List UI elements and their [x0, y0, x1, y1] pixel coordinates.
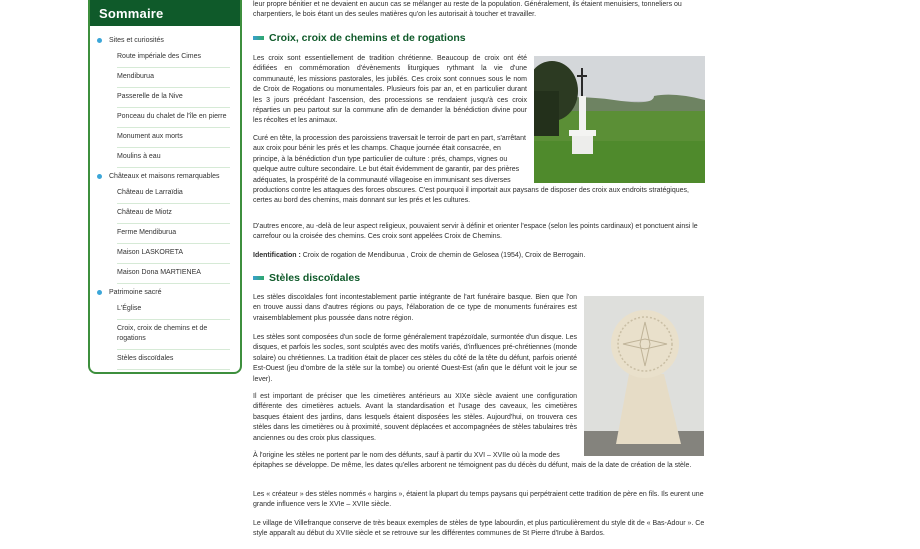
steles-paragraph-3: Il est important de préciser que les cimetières antérieurs au XIXe siècle avaient une configuration différente des cimetières actuels. Avant la standardisation et l'usage des caveaux, les cimetières basques étaient des jardins, dans lesquels étaient disposées les stèles. Aujourd'hui, on trouvera ces stèles dans les cimetières ou à proximité, souvent déplacées et accompagnées de stèles tabulaires très anciennes ou des croix plus classiques.: [253, 393, 577, 442]
croix-paragraph-1: Les croix sont essentiellement de tradition chrétienne. Beaucoup de croix ont été édifiées en commémoration d'évènements liturgiques rythmant la vie d'une communauté, les missions pastorales, les jubilés. Ces croix sont connues sous le nom de Croix de Rogations ou monumentales. Plusieurs fois par an, et en particulier durant les 3 jours précédant l'ascension, des processions se rendaient jusqu'à ces croix réparties un peu partout sur la commune afin de demander la bénédiction divine pour les récoltes et les animaux.: [253, 55, 527, 125]
toc-item[interactable]: Moulins à eau: [117, 148, 230, 168]
toc-body: [90, 26, 240, 370]
intro-paragraph: leur propre bénitier et ne devaient en aucun cas se mélanger au reste de la population. Généralement, ils étaient menuisiers, tonneliers ou charpentiers, le bois étant un des seules matières qu'on les autorisait à toucher et travailler.: [253, 1, 682, 19]
toc-item[interactable]: L'Église: [117, 300, 230, 320]
croix-identification: [253, 251, 705, 261]
toc-item[interactable]: Route impériale des Cimes: [117, 48, 230, 68]
toc-item[interactable]: Maison LASKORETA: [117, 244, 230, 264]
toc-category-label: Sites et curiosités: [109, 37, 164, 44]
table-of-contents: [88, 0, 242, 374]
toc-item[interactable]: Château de Larraïdia: [117, 184, 230, 204]
bullet-icon: [97, 38, 102, 43]
toc-item[interactable]: Mendiburua: [117, 68, 230, 88]
stele-photo: [584, 296, 704, 456]
toc-item[interactable]: Maison Dona MARTIENEA: [117, 264, 230, 284]
toc-item[interactable]: Ponceau du chalet de l'île en pierre: [117, 108, 230, 128]
section-heading-text: Croix, croix de chemins et de rogations: [269, 32, 466, 44]
croix-paragraph-2: [253, 134, 705, 207]
toc-category-label: Châteaux et maisons remarquables: [109, 173, 220, 180]
steles-paragraph-6: Le village de Villefranque conserve de très beaux exemples de stèles de type labourdin, et plus particulièrement du style dit de « Bas-Adour ». Ce style apparaît au début du XVIIe siècle et se retrouve sur les différentes communes de St Pierre d'Irube à Bardos.: [253, 520, 705, 538]
croix-paragraph-2-text: Curé en tête, la procession des paroissiens traversait le terroir de part en part, s'arrêtant aux croix pour bénir les prés et les champs. Chaque journée était consacrée, en principe, à la bénédiction d'un type particulier de culture : prés, champs, vignes ou quelque autre culture secondaire. Le but était évidemment de garantir, par des prières adéquates, la prospérité de la communauté villageoise en immunisant ses diverses productions contre les attaques des forces obscures. C'est pourquoi il importait aux paysans de disposer des croix aux endroits stratégiques, certes au bord des chemins, mais donnant sur les prés et les cultures.: [253, 135, 689, 205]
heading-accent-icon: [253, 36, 264, 40]
identification-label: Identification :: [253, 252, 301, 259]
toc-item[interactable]: Croix, croix de chemins et de rogations: [117, 320, 230, 350]
toc-category-patrimoine[interactable]: [96, 288, 234, 298]
toc-item[interactable]: Monument aux morts: [117, 128, 230, 148]
stele-photo-illustration: [584, 296, 704, 456]
steles-paragraph-1: Les stèles discoïdales font incontestablement partie intégrante de l'art funéraire basque. Bien que l'on en trouve aussi dans d'autres régions ou pays, l'élaboration de ce type de monuments funéraires est vraisemblablement plus poussée dans notre région.: [253, 294, 577, 322]
toc-title: Sommaire: [90, 0, 240, 26]
toc-item[interactable]: Ferme Mendiburua: [117, 224, 230, 244]
steles-paragraph-4-text: À l'origine les stèles ne portent par le nom des défunts, sauf à partir du XVI – XVIIe où la mode des épitaphes se développe. De même, les dates qu'elles arborent ne témoignent pas du décès du défunt, mais de la date de création de la stèle.: [253, 452, 692, 470]
steles-paragraph-5: Les « créateur » des stèles nommés « hargins », étaient la plupart du temps paysans qui perpétraient cette tradition de père en fils. Ils eurent une grande influence vers le XVIe – XVIIe siècle.: [253, 491, 704, 509]
toc-category-chateaux[interactable]: [96, 172, 234, 182]
steles-paragraph-4: [253, 451, 705, 472]
bullet-icon: [97, 290, 102, 295]
toc-category-sites[interactable]: [96, 36, 234, 46]
section-heading-text: Stèles discoïdales: [269, 272, 361, 284]
section-heading-steles: [253, 272, 360, 284]
toc-item[interactable]: Château de Miotz: [117, 204, 230, 224]
section-heading-croix: [253, 32, 466, 44]
croix-paragraph-3: D'autres encore, au -delà de leur aspect religieux, pouvaient servir à définir et orienter l'espace (selon les points cardinaux) et ponctuent ainsi le carrefour ou la croisée des chemins. Ces croix sont appelées Croix de Chemins.: [253, 223, 698, 241]
identification-text: Croix de rogation de Mendiburua , Croix de chemin de Gelosea (1954), Croix de Berrogain.: [300, 252, 586, 259]
bullet-icon: [97, 174, 102, 179]
heading-accent-icon: [253, 276, 264, 280]
steles-paragraph-2: Les stèles sont composées d'un socle de forme généralement trapézoïdale, surmontée d'un disque. Les disques, et parfois les socles, sont sculptés avec des motifs variés, d'influences pré-chrétiennes (monde solaire) ou chrétiennes. La tradition était de placer ces stèles du côté de la tête du défunt, parfois orienté Est-Ouest (jeu d'ombre de la stèle sur la tombe) ou orienté Ouest-Est (afin que le défunt voit le jour se lever).: [253, 334, 577, 383]
toc-category-label: Patrimoine sacré: [109, 289, 162, 296]
toc-item[interactable]: Passerelle de la Nive: [117, 88, 230, 108]
toc-item[interactable]: Stèles discoïdales: [117, 350, 230, 370]
